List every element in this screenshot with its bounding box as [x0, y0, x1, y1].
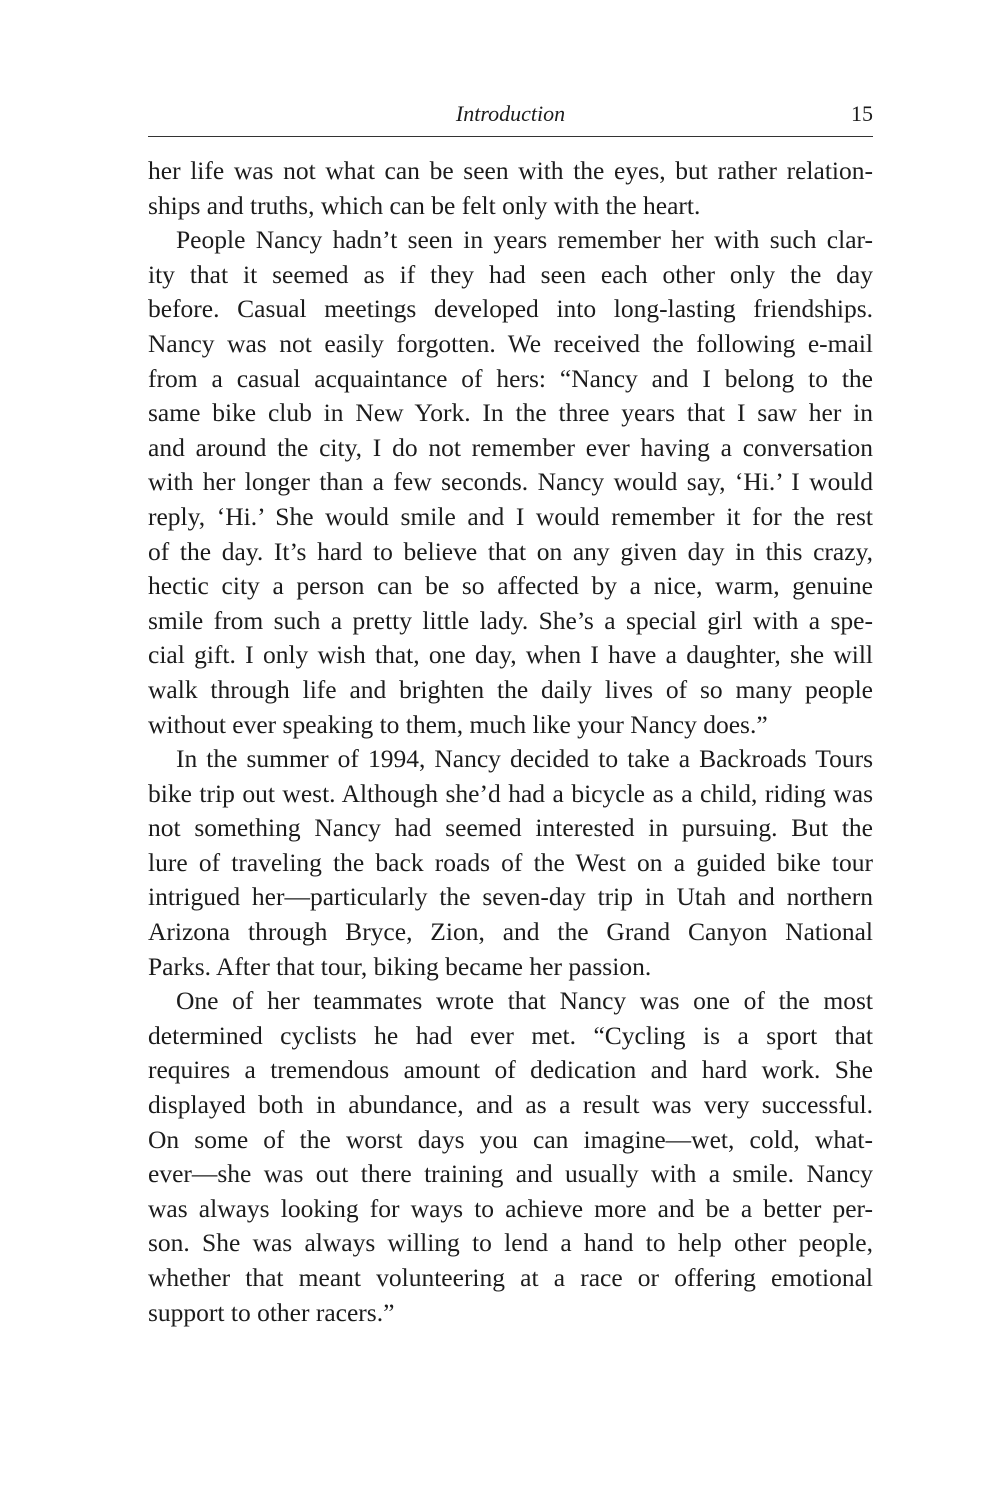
- text-line: of the day. It’s hard to believe that on any given day in this crazy,: [148, 536, 873, 566]
- header-rule: [148, 136, 873, 137]
- text-line: was always looking for ways to achieve more and be a better per-: [148, 1193, 873, 1223]
- paragraph: [148, 154, 873, 223]
- text-line: support to other racers.”: [148, 1297, 395, 1327]
- text-line: Arizona through Bryce, Zion, and the Grand Canyon National: [148, 917, 873, 947]
- body-text: [148, 154, 873, 1330]
- paragraph: [148, 742, 873, 984]
- page-number: 15: [851, 101, 873, 126]
- text-line: requires a tremendous amount of dedication and hard work. She: [148, 1055, 873, 1085]
- text-line: In the summer of 1994, Nancy decided to take a Backroads Tours: [176, 744, 873, 774]
- text-line: same bike club in New York. In the three years that I saw her in: [148, 398, 873, 428]
- text-line: with her longer than a few seconds. Nancy would say, ‘Hi.’ I would: [148, 467, 873, 497]
- text-line: People Nancy hadn’t seen in years remember her with such clar-: [176, 225, 873, 255]
- text-line: On some of the worst days you can imagine—wet, cold, what-: [148, 1124, 873, 1154]
- running-head: [148, 101, 873, 131]
- text-line: bike trip out west. Although she’d had a bicycle as a child, riding was: [148, 778, 873, 808]
- paragraph: [148, 223, 873, 742]
- text-line: her life was not what can be seen with the eyes, but rather relation-: [148, 156, 873, 185]
- running-title: Introduction: [455, 101, 566, 126]
- text-line: determined cyclists he had ever met. “Cycling is a sport that: [148, 1020, 873, 1050]
- text-line: reply, ‘Hi.’ She would smile and I would remember it for the rest: [148, 501, 873, 531]
- text-line: and around the city, I do not remember ever having a conversation: [148, 432, 873, 462]
- text-line: whether that meant volunteering at a race or offering emotional: [148, 1263, 873, 1292]
- text-line: from a casual acquaintance of hers: “Nancy and I belong to the: [148, 363, 873, 393]
- text-line: cial gift. I only wish that, one day, when I have a daughter, she will: [148, 640, 873, 670]
- text-line: ity that it seemed as if they had seen each other only the day: [148, 259, 873, 289]
- text-line: ever—she was out there training and usually with a smile. Nancy: [148, 1159, 873, 1189]
- text-line: ships and truths, which can be felt only with the heart.: [148, 190, 701, 220]
- text-line: Nancy was not easily forgotten. We received the following e-mail: [148, 328, 873, 358]
- text-line: hectic city a person can be so affected by a nice, warm, genuine: [148, 571, 873, 601]
- text-line: without ever speaking to them, much like your Nancy does.”: [148, 709, 768, 739]
- text-line: Parks. After that tour, biking became her passion.: [148, 951, 652, 981]
- text-line: before. Casual meetings developed into long-lasting friendships.: [148, 294, 873, 324]
- text-line: intrigued her—particularly the seven-day trip in Utah and northern: [148, 882, 873, 912]
- text-line: smile from such a pretty little lady. She’s a special girl with a spe-: [148, 605, 873, 635]
- text-line: One of her teammates wrote that Nancy was one of the most: [176, 986, 873, 1016]
- paragraph: [148, 984, 873, 1330]
- text-line: son. She was always willing to lend a hand to help other people,: [148, 1228, 873, 1258]
- text-line: displayed both in abundance, and as a result was very successful.: [148, 1090, 873, 1120]
- text-line: walk through life and brighten the daily lives of so many people: [148, 674, 873, 704]
- text-line: not something Nancy had seemed interested in pursuing. But the: [148, 813, 873, 843]
- text-line: lure of traveling the back roads of the West on a guided bike tour: [148, 847, 873, 877]
